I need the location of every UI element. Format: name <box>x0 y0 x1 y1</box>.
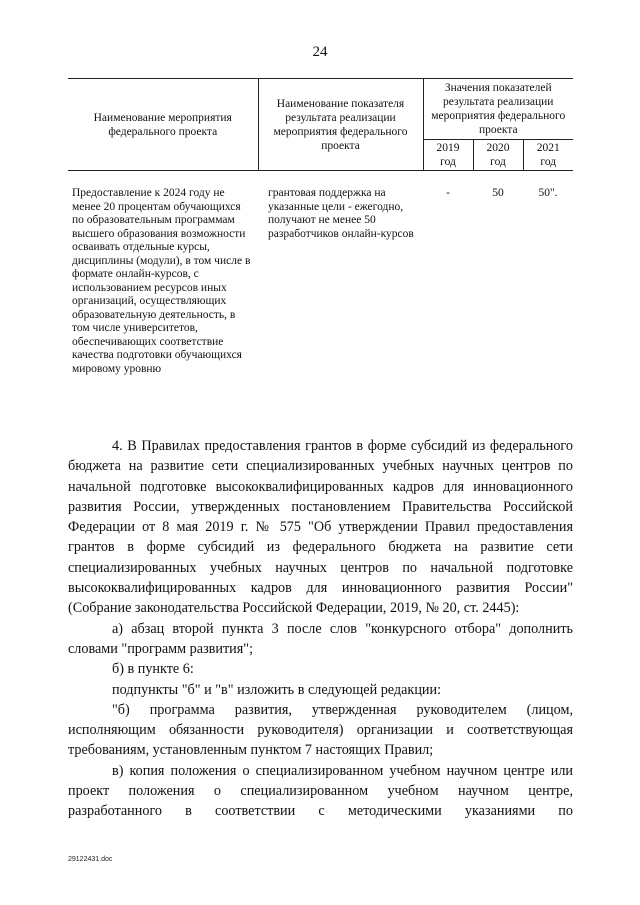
header-year-value: 2021 <box>536 142 560 154</box>
row-event-cell: Предоставление к 2024 году не менее 20 процентам обучающихся по образовательным программам высшего образования возможности осваивать отдельные курсы, дисциплины (модули), в том числе в формате онлайн-курсов, с использованием ресурсов иных организаций, осуществляющих образовательную деятельность, в том числе университетов, обеспечивающих соответствие качества подготовки обучающихся мировому уровню <box>72 187 251 375</box>
paragraph-subpoint-b: "б) программа развития, утвержденная руководителем (лицом, исполняющим обязанности руководителя) организации и соответствующая требованиям, установленным пунктом 7 настоящих Правил; <box>68 701 573 759</box>
row-value-2021: 50". <box>538 187 558 199</box>
header-event-name: Наименование мероприятия федерального проекта <box>68 79 258 171</box>
paragraph-a: а) абзац второй пункта 3 после слов "конкурсного отбора" дополнить словами "программ развития"; <box>68 620 573 657</box>
header-year-unit: год <box>440 156 456 168</box>
paragraph-subpoint-v: в) копия положения о специализированном учебном научном центре или проект положения о специализированном учебном научном центре, разработанного в соответствии с методическими указаниями по <box>68 762 573 820</box>
header-year-2020 <box>473 140 523 171</box>
table-header-row <box>68 79 573 140</box>
row-indicator-cell: грантовая поддержка на указанные цели - ежегодно, получают не менее 50 разработчиков онлайн-курсов <box>268 187 414 240</box>
document-body <box>68 436 573 822</box>
table-row <box>68 171 573 377</box>
row-value-2020: 50 <box>492 187 504 199</box>
header-year-2019 <box>423 140 473 171</box>
header-year-2021 <box>523 140 573 171</box>
header-year-unit: год <box>490 156 506 168</box>
header-year-value: 2019 <box>436 142 460 154</box>
row-value-2019: - <box>446 187 450 199</box>
header-values-title: Значения показателей результата реализации мероприятия федерального проекта <box>423 79 573 140</box>
page-number: 24 <box>312 44 328 60</box>
paragraph-4: 4. В Правилах предоставления грантов в форме субсидий из федерального бюджета на развитие сети специализированных учебных научных центров по начальной подготовке высококвалифицированных кадров для инновационного развития России, утвержденных постановлением Правительства Российской Федерации от 8 мая 2019 г. № 575 "Об утверждении Правил предоставления грантов в форме субсидий из федерального бюджета на развитие сети специализированных учебных научных центров по начальной подготовке высококвалифицированных кадров для инновационного развития России" (Собрание законодательства Российской Федерации, 2019, № 20, ст. 2445): <box>68 438 573 617</box>
header-indicator-name: Наименование показателя результата реализации мероприятия федерального проекта <box>258 79 423 171</box>
measures-table <box>68 78 573 376</box>
paragraph-subpoints: подпункты "б" и "в" изложить в следующей редакции: <box>112 681 442 698</box>
paragraph-b: б) в пункте 6: <box>112 661 194 678</box>
header-year-value: 2020 <box>486 142 510 154</box>
footer-filename: 29122431.doc <box>68 856 113 863</box>
header-year-unit: год <box>540 156 557 168</box>
